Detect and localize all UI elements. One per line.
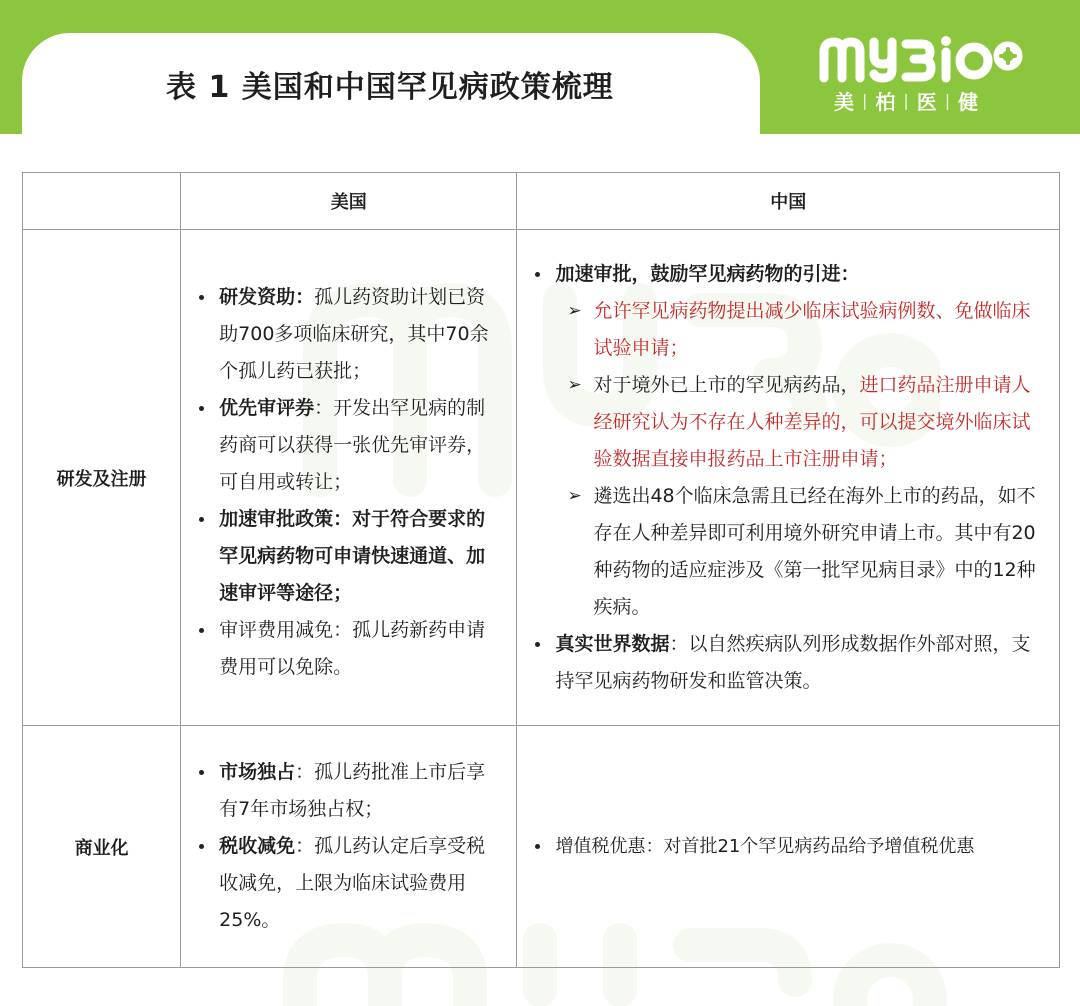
list-item xyxy=(531,626,1045,700)
list-item xyxy=(195,501,502,612)
term: 优先审评券 xyxy=(219,397,315,419)
table-header-row xyxy=(23,173,1060,230)
term: 税收减免 xyxy=(219,835,296,857)
item-text: 孤儿药认定后享受税收减免，上限为临床试验费用25%。 xyxy=(219,835,486,931)
arrow-bullet-icon: ➢ xyxy=(567,300,582,321)
term-sep: ： xyxy=(295,761,315,783)
logo-char: 柏 xyxy=(875,90,898,114)
header-cell-empty xyxy=(23,173,181,230)
item-text: 增值税优惠：对首批21个罕见病药品给予增值税优惠 xyxy=(555,836,975,857)
cell-china-commercial xyxy=(517,726,1060,968)
cell-us-rnd xyxy=(181,230,517,726)
term-sep: ： xyxy=(314,397,334,419)
highlight-text: 允许罕见病药物提出减少临床试验病例数、免做临床试验申请； xyxy=(593,299,1031,359)
logo-divider: | xyxy=(903,91,911,110)
item-text: 审评费用减免：孤儿药新药申请费用可以免除。 xyxy=(219,619,486,678)
logo-divider: | xyxy=(944,91,953,110)
arrow-bullet-icon: ➢ xyxy=(567,374,582,395)
logo-char: 医 xyxy=(916,90,939,114)
list-item xyxy=(195,279,502,390)
sub-list-item xyxy=(531,293,1045,367)
term-sep: ： xyxy=(295,286,315,308)
page-title: 表 1 美国和中国罕见病政策梳理 xyxy=(166,70,614,105)
header-cell-us: 美国 xyxy=(181,173,517,230)
logo-divider: | xyxy=(862,91,870,110)
logo-char: 美 xyxy=(834,90,856,114)
item-text: 对于境外已上市的罕见病药品， xyxy=(593,373,860,396)
list-item xyxy=(531,828,1045,865)
term-sep: ： xyxy=(669,632,689,655)
policy-table xyxy=(22,172,1060,968)
term: 加速审批，鼓励罕见病药物的引进 xyxy=(555,262,841,285)
row-label-commercial: 商业化 xyxy=(23,726,181,968)
term: 市场独占 xyxy=(219,761,296,783)
term-sep: ： xyxy=(295,835,315,857)
list-item xyxy=(195,754,502,828)
mybio-wordmark-icon xyxy=(818,34,1024,84)
sub-list-item xyxy=(531,367,1045,478)
item-text: 开发出罕见病的制药商可以获得一张优先审评券，可自用或转让； xyxy=(219,397,486,493)
item-text: 以自然疾病队列形成数据作外部对照，支持罕见病药物研发和监管决策。 xyxy=(555,632,1031,692)
item-text: 孤儿药批准上市后享有7年市场独占权； xyxy=(219,761,486,820)
table-row xyxy=(23,230,1060,726)
list-item xyxy=(195,828,502,939)
logo-chinese-text xyxy=(834,86,1024,115)
list-item xyxy=(195,612,502,686)
term: 真实世界数据 xyxy=(555,632,670,655)
sub-list-item xyxy=(531,478,1045,626)
list-item xyxy=(195,390,502,501)
cell-us-commercial xyxy=(181,726,517,968)
arrow-bullet-icon: ➢ xyxy=(567,485,582,506)
mybio-logo xyxy=(818,34,1028,114)
term: 加速审批政策：对于符合要求的罕见病药物可申请快速通道、加速审评等途径； xyxy=(219,508,486,604)
highlight-text: 进口药品注册申请人经研究认为不存在人种差异的，可以提交境外临床试验数据直接申报药品上市注册申请； xyxy=(593,373,1031,470)
logo-char: 健 xyxy=(958,90,981,114)
term: 研发资助 xyxy=(219,286,296,308)
list-item xyxy=(531,256,1045,293)
item-text: 遴选出48个临床急需且已经在海外上市的药品，如不存在人种差异即可利用境外研究申请上市。其中有20种药物的适应症涉及《第一批罕见病目录》中的12种疾病。 xyxy=(593,484,1036,618)
table-row xyxy=(23,726,1060,968)
header-cell-china: 中国 xyxy=(517,173,1060,230)
row-label-rnd: 研发及注册 xyxy=(23,230,181,726)
item-text: 孤儿药资助计划已资助700多项临床研究，其中70余个孤儿药已获批； xyxy=(219,286,489,382)
term-sep: ： xyxy=(840,262,860,285)
cell-china-rnd xyxy=(517,230,1060,726)
